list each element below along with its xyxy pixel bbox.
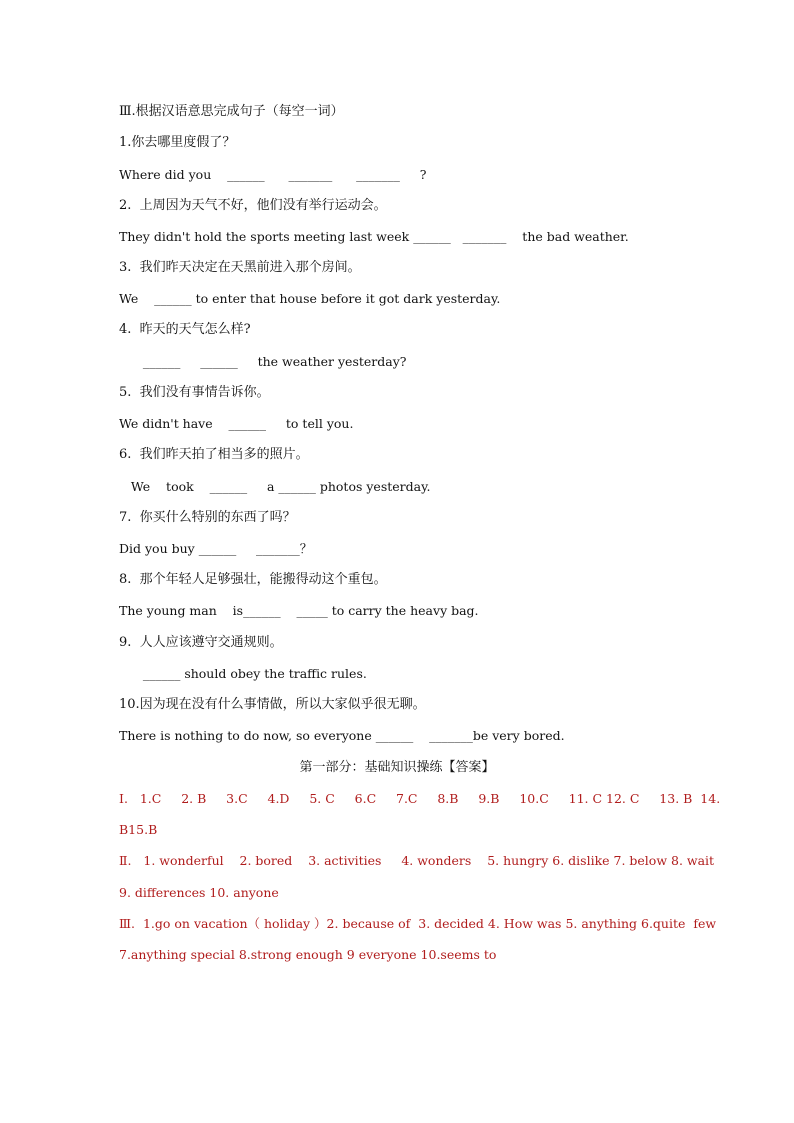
question-7-english: Did you buy ______ _______？ xyxy=(119,541,313,556)
answers-part-3-line-2: 7.anything special 8.strong enough 9 everyone 10.seems to xyxy=(119,947,497,962)
question-4-english: ______ ______ the weather yesterday? xyxy=(119,354,407,369)
answers-part-1-line-2: B15.B xyxy=(119,822,158,837)
question-6-chinese: 6. 我们昨天拍了相当多的照片。 xyxy=(119,447,309,462)
question-3-english: We ______ to enter that house before it got dark yesterday. xyxy=(119,291,501,306)
question-4-chinese: 4. 昨天的天气怎么样? xyxy=(119,322,251,337)
question-1-english: Where did you ______ _______ _______ ? xyxy=(119,167,427,182)
question-1-chinese: 1.你去哪里度假了？ xyxy=(119,135,236,150)
answers-part-1-line-1: Ⅰ. 1.C 2. B 3.C 4.D 5. C 6.C 7.C 8.B 9.B 10.C 11. C 12. C 13. B 14. xyxy=(119,791,721,806)
question-2-chinese: 2. 上周因为天气不好，他们没有举行运动会。 xyxy=(119,198,387,213)
answers-part-2-line-1: Ⅱ. 1. wonderful 2. bored 3. activities 4. wonders 5. hungry 6. dislike 7. below 8. wait xyxy=(119,853,715,868)
question-3-chinese: 3. 我们昨天决定在天黑前进入那个房间。 xyxy=(119,260,361,275)
answers-heading: 第一部分：基础知识操练【答案】 xyxy=(299,760,495,775)
answers-part-3-line-1: Ⅲ. 1.go on vacation（ holiday ）2. because of 3. decided 4. How was 5. anything 6.quite few xyxy=(119,916,717,931)
question-2-english: They didn't hold the sports meeting last week ______ _______ the bad weather. xyxy=(119,229,629,244)
question-5-english: We didn't have ______ to tell you. xyxy=(119,416,354,431)
section-title: Ⅲ.根据汉语意思完成句子（每空一词） xyxy=(119,104,344,119)
question-7-chinese: 7. 你买什么特别的东西了吗？ xyxy=(119,510,296,525)
answers-part-2-line-2: 9. differences 10. anyone xyxy=(119,885,279,900)
question-9-english: ______ should obey the traffic rules. xyxy=(119,666,367,681)
question-6-english: We took ______ a ______ photos yesterday. xyxy=(119,479,431,494)
question-9-chinese: 9. 人人应该遵守交通规则。 xyxy=(119,635,283,650)
question-8-chinese: 8. 那个年轻人足够强壮，能搬得动这个重包。 xyxy=(119,572,387,587)
question-10-chinese: 10.因为现在没有什么事情做，所以大家似乎很无聊。 xyxy=(119,697,426,712)
question-5-chinese: 5. 我们没有事情告诉你。 xyxy=(119,385,270,400)
question-10-english: There is nothing to do now, so everyone ______ _______be very bored. xyxy=(119,728,565,743)
question-8-english: The young man is______ _____ to carry the heavy bag. xyxy=(119,603,479,618)
